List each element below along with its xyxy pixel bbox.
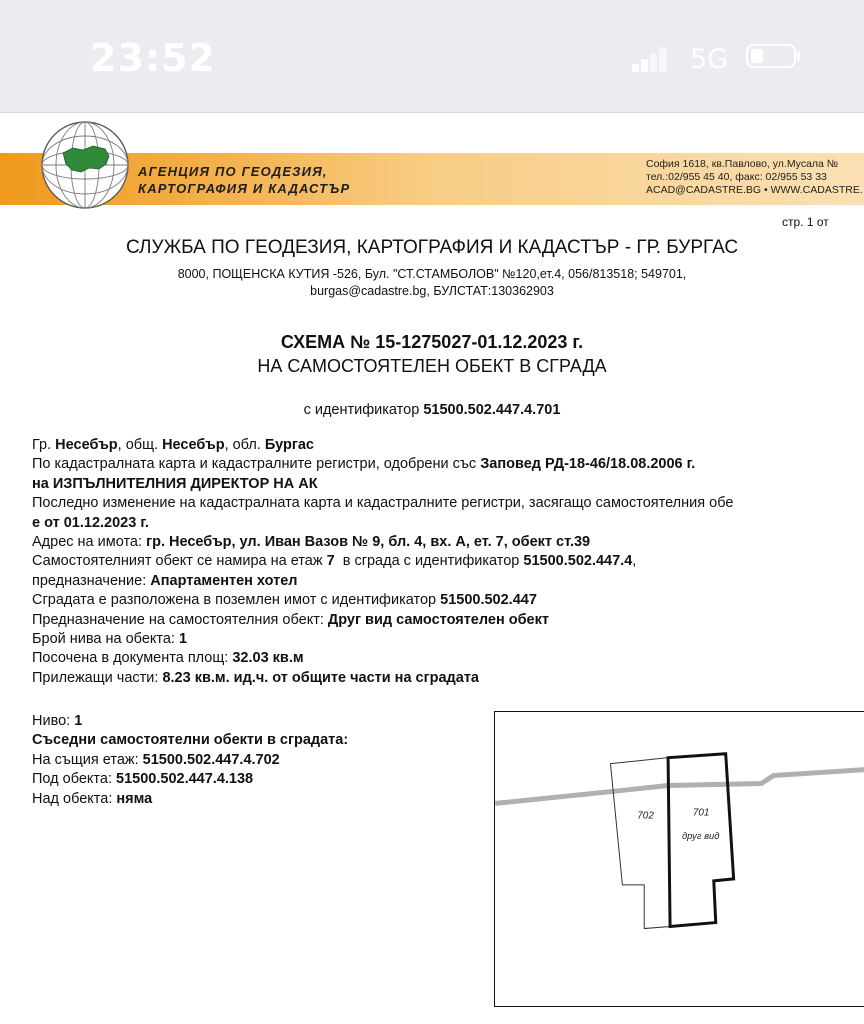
object-details [32,436,733,688]
office-address: 8000, ПОЩЕНСКА КУТИЯ -526, Бул. "СТ.СТАМБОЛОВ" №120,ет.4, 056/813518; 549701, burgas@cadastre.bg, БУЛСТАТ:130362903 [177,267,687,298]
area-line: Посочена в документа площ: 32.03 кв.м [32,650,304,667]
floor-line: Самостоятелният обект се намира на етаж 7 в сграда с идентификатор 51500.502.447.4, [32,553,637,570]
approval-by-line: на ИЗПЪЛНИТЕЛНИЯ ДИРЕКТОР НА АК [32,475,318,492]
below-line: Под обекта: 51500.502.447.4.138 [32,771,254,788]
object-purpose-line: Предназначение на самостоятелния обект: Друг вид самостоятелен обект [32,611,549,628]
document-page[interactable] [0,113,864,1024]
scheme-subtitle: НА САМОСТОЯТЕЛЕН ОБЕКТ В СГРАДА [257,356,607,376]
last-change-date: е от 01.12.2023 г. [32,514,149,531]
object-identifier: с идентификатор 51500.502.447.4.701 [303,402,561,418]
clock: 23:52 [90,36,216,80]
unit-702-outline [610,758,670,929]
same-floor-line: На същия етаж: 51500.502.447.4.702 [32,751,280,768]
page-number: стр. 1 от [782,215,829,229]
purpose-line: предназначение: Апартаментен хотел [32,572,298,589]
unit-701-label: 701 [692,807,710,819]
scheme-title: СХЕМА № 15-1275027-01.12.2023 г. [280,332,584,352]
agency-globe-logo-icon [39,120,131,210]
approval-line: По кадастралната карта и кадастралните регистри, одобрени със Заповед РД-18-46/18.08.2006 г. [32,456,696,473]
neighbor-objects [32,712,348,809]
address-line: Адрес на имота: гр. Несебър, ул. Иван Вазов № 9, бл. 4, вх. А, ет. 7, обект ст.39 [32,534,591,551]
last-change-line: Последно изменение на кадастралната карта и кадастралните регистри, засягащо самостоятелния обе [32,495,734,512]
network-type: 5G [690,44,729,75]
adjacent-parts-line: Прилежащи части: 8.23 кв.м. ид.ч. от общите части на сградата [32,669,479,686]
level-line: Ниво: 1 [32,713,83,729]
agency-contacts: София 1618, кв.Павлово, ул.Мусала № тел.:02/955 45 40, факс: 02/955 53 33 ACAD@CADASTRE.BG • WWW.CADASTRE. [646,158,863,196]
unit-702-label: 702 [637,810,654,822]
neighbors-heading: Съседни самостоятелни обекти в сградата: [32,732,349,749]
signal-strength-icon [632,44,666,72]
floor-plan-diagram [494,711,864,1007]
office-name: СЛУЖБА ПО ГЕОДЕЗИЯ, КАРТОГРАФИЯ И КАДАСТЪР - ГР. БУРГАС [125,237,739,258]
building-outline [495,770,864,804]
status-bar [0,0,864,113]
land-line: Сградата е разположена в поземлен имот с идентификатор 51500.502.447 [32,592,537,609]
location-line: Гр. Несебър, общ. Несебър, обл. Бургас [32,437,314,453]
above-line: Над обекта: няма [32,790,153,807]
unit-701-type: друг вид [681,830,720,842]
agency-name: АГЕНЦИЯ ПО ГЕОДЕЗИЯ, КАРТОГРАФИЯ И КАДАСТЪР [138,164,351,196]
levels-line: Брой нива на обекта: 1 [32,631,188,648]
battery-icon [746,44,796,68]
